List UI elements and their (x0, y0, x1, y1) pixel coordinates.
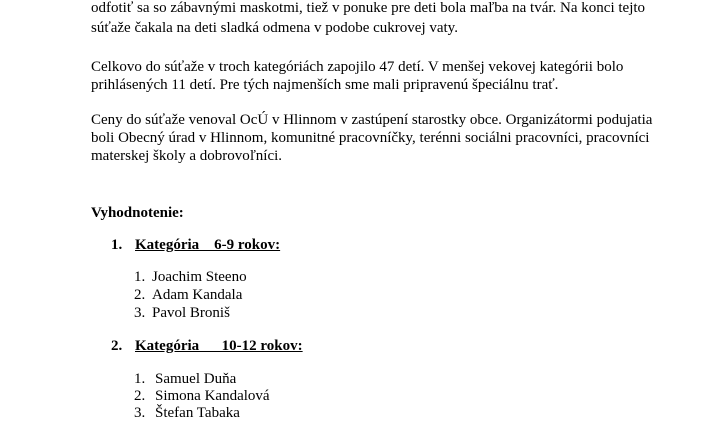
paragraph-3-line-3: materskej školy a dobrovoľníci. (91, 148, 283, 164)
category-1-title: Kategória 6-9 rokov: (135, 237, 281, 253)
category-2-winner-1-rank: 1. (134, 371, 146, 387)
paragraph-2-line-2: prihlásených 11 detí. Pre tých najmenších sme mali pripravenú špeciálnu trať. (91, 77, 559, 93)
category-1-winner-3-rank: 3. (134, 305, 146, 321)
category-1-winner-2-name: Adam Kandala (152, 287, 243, 303)
category-1-winner-1-name: Joachim Steeno (152, 269, 247, 285)
paragraph-1-line-2: súťaže čakala na deti sladká odmena v podobe cukrovej vaty. (91, 20, 458, 36)
paragraph-1-line-1: odfotiť sa so zábavnými maskotmi, tiež v ponuke pre deti bola maľba na tvár. Na konci tejto (91, 0, 646, 16)
category-2-number: 2. (111, 338, 123, 354)
paragraph-3-line-1: Ceny do súťaže venoval OcÚ v Hlinnom v zastúpení starostky obce. Organizátormi podujatia (91, 112, 653, 128)
category-2-winner-1-name: Samuel Duňa (155, 371, 237, 387)
category-1-winner-2-rank: 2. (134, 287, 146, 303)
results-heading: Vyhodnotenie: (91, 205, 184, 221)
category-2-winner-2-name: Simona Kandalová (155, 388, 270, 404)
category-2-title: Kategória 10-12 rokov: (135, 338, 303, 354)
category-1-winner-3-name: Pavol Broniš (152, 305, 230, 321)
paragraph-3-line-2: boli Obecný úrad v Hlinnom, komunitné pracovníčky, terénni sociálni pracovníci, pracovníci (91, 130, 650, 146)
category-2-winner-3-name: Štefan Tabaka (155, 405, 240, 421)
category-2-winner-3-rank: 3. (134, 405, 146, 421)
category-1-number: 1. (111, 237, 123, 253)
paragraph-2-line-1: Celkovo do súťaže v troch kategóriách zapojilo 47 detí. V menšej vekovej kategórii bolo (91, 59, 624, 75)
category-1-winner-1-rank: 1. (134, 269, 146, 285)
category-2-winner-2-rank: 2. (134, 388, 146, 404)
